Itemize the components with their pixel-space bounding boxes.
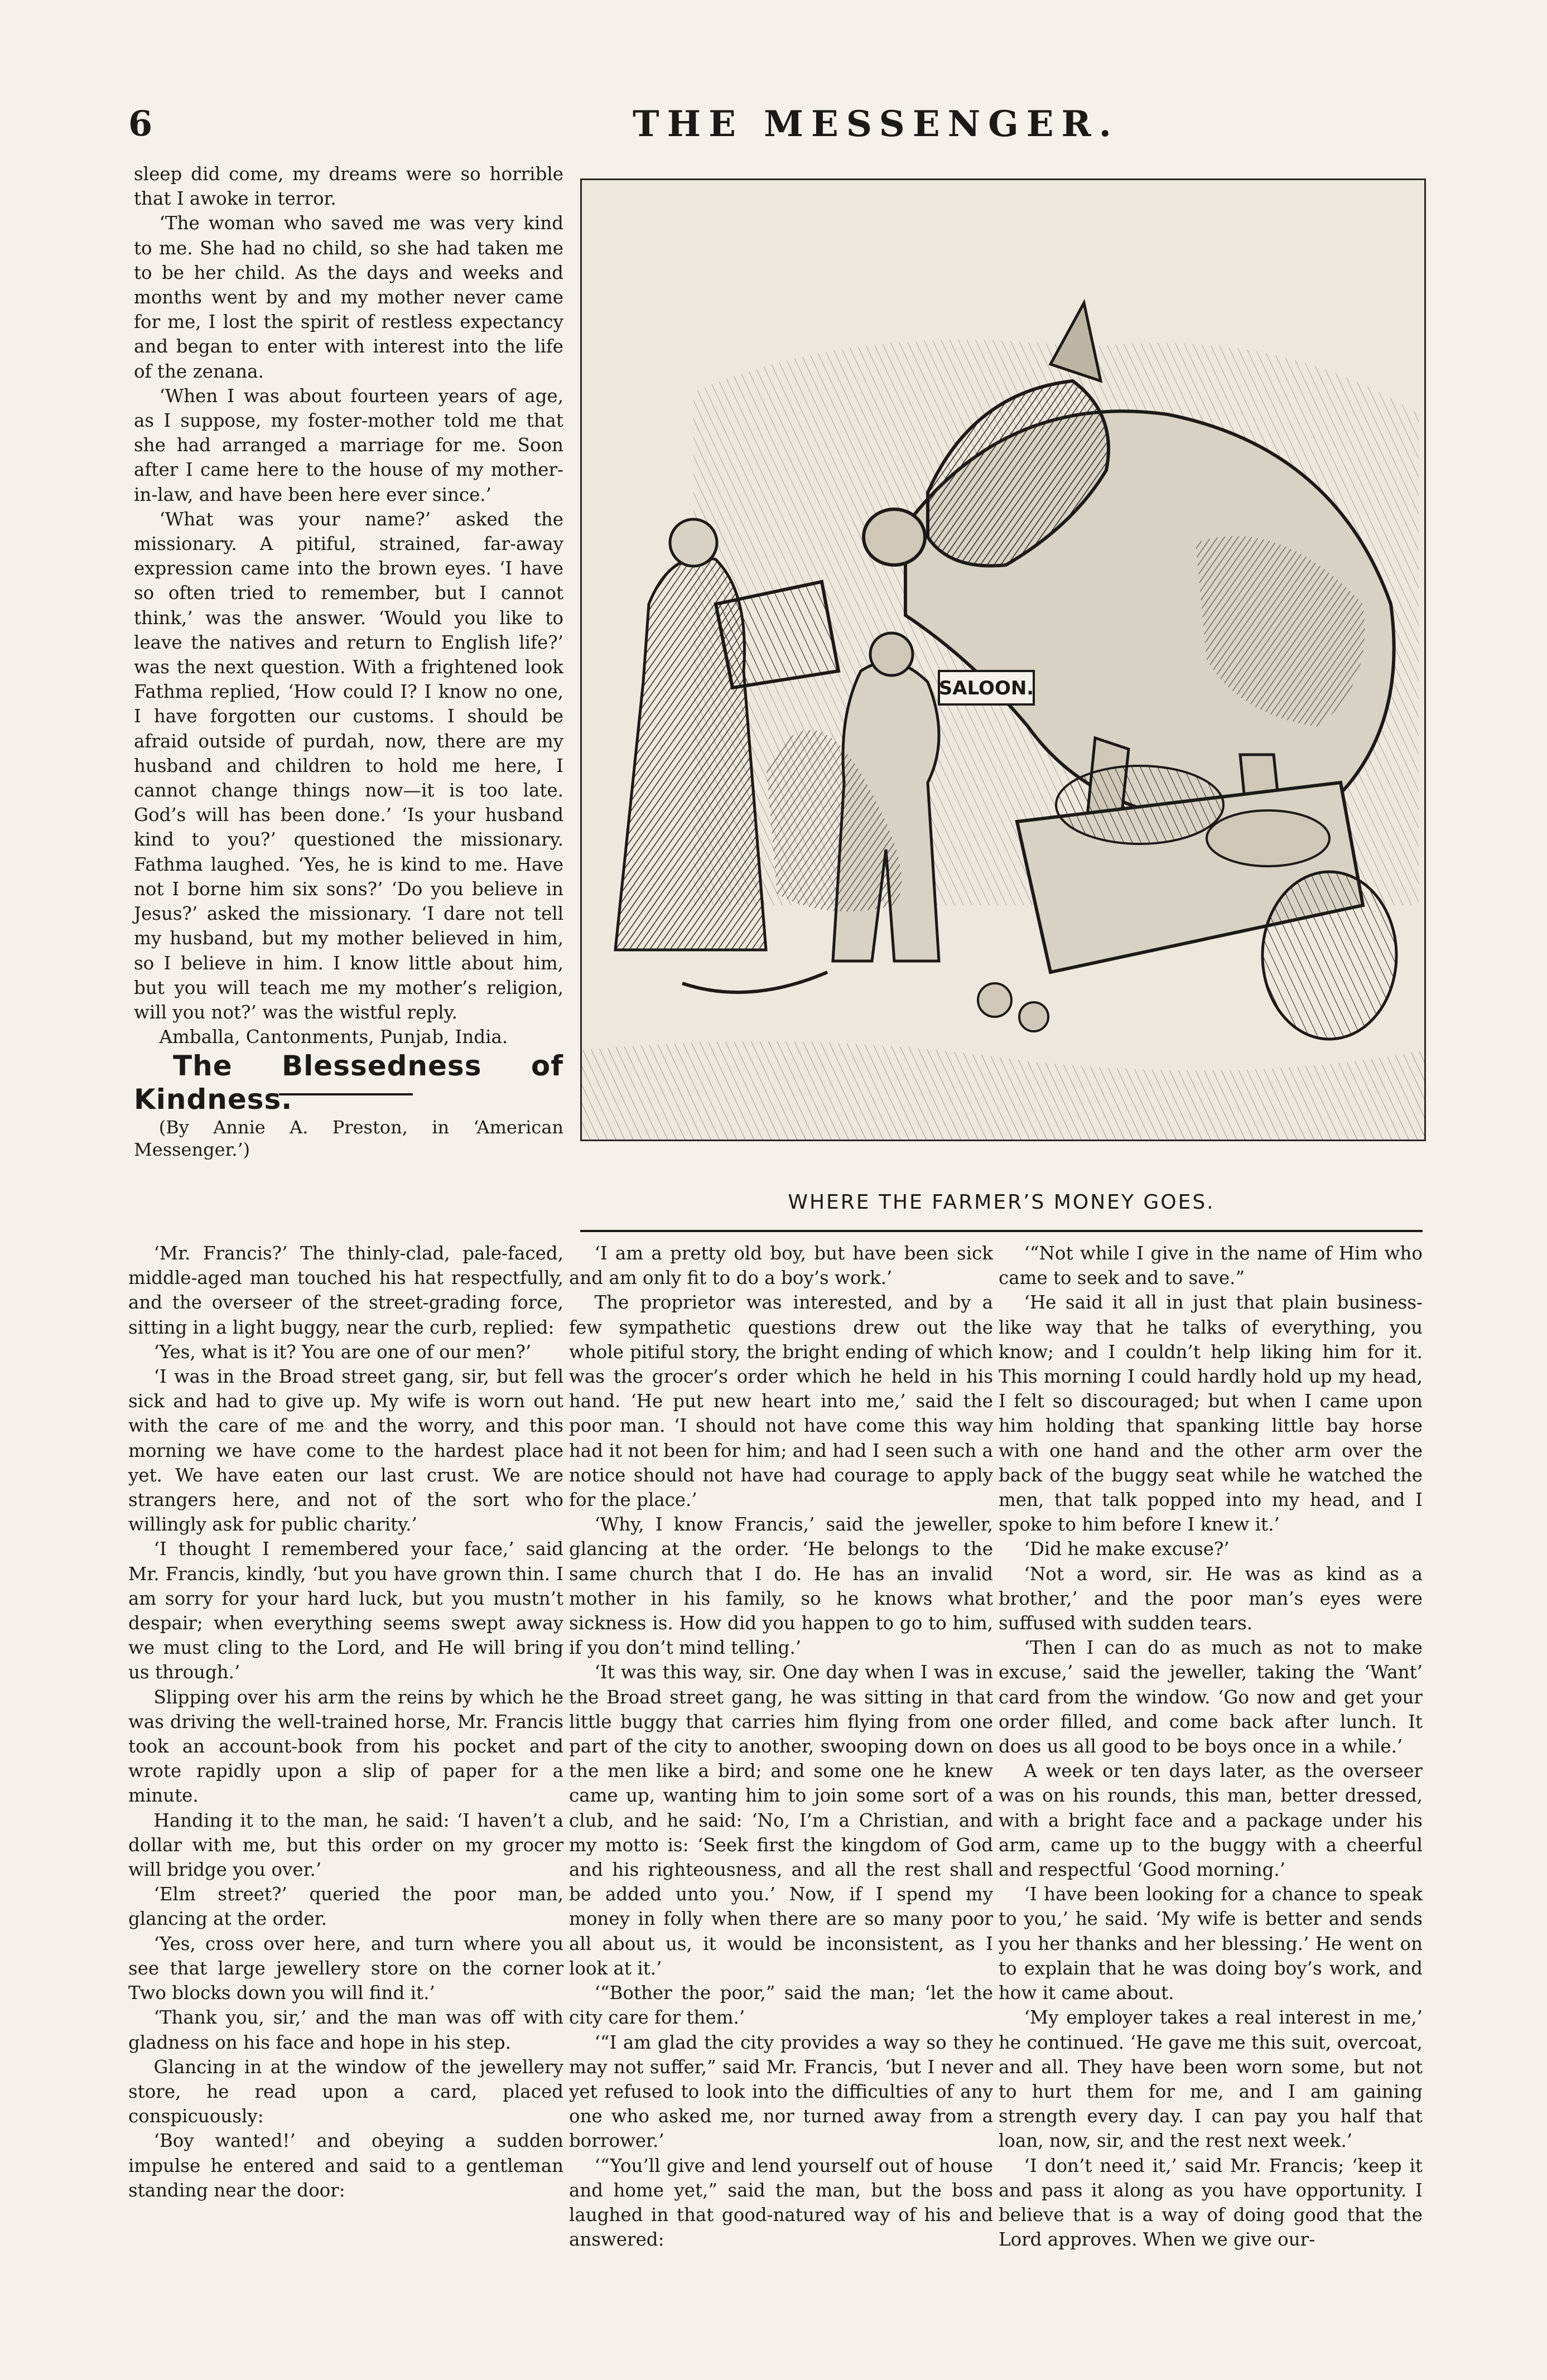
- paragraph: ‘Yes, cross over here, and turn where you see that large jewellery store on the corner Two blocks down you will find it.’: [128, 1933, 563, 2004]
- paragraph: ‘The woman who saved me was very kind to me. She had no child, so she had taken me to be her child. As the days and weeks and months went by and my mother never came for me, I lost the spirit of restless expectancy and began to enter with interest into the life of the zenana.: [134, 213, 563, 382]
- saloon-sign-text: SALOON.: [938, 677, 1034, 699]
- paragraph: ‘Mr. Francis?’ The thinly-clad, pale-faced, middle-aged man touched his hat respectfully, and the overseer of the street-grading force, sitting in a light buggy, near the curb, replied:: [128, 1243, 563, 1338]
- paragraph: The proprietor was interested, and by a few sympathetic questions drew out the whole pitiful story, the bright ending of which was the grocer’s order which he held in his hand. ‘He put new heart into me,’ said the poor man. ‘I should not have come this way had it not been for him; and had I seen such a notice should not have had courage to apply for the place.’: [569, 1292, 993, 1511]
- paragraph: ‘“You’ll give and lend yourself out of house and home yet,” said the man, but the boss laughed in that good-natured way of his and answered:: [569, 2155, 993, 2251]
- divider-rule: [279, 1093, 413, 1095]
- paragraph: ‘I was in the Broad street gang, sir, but fell sick and had to give up. My wife is worn out with the care of me and the worry, and this morning we have come to the hardest place yet. We have eaten our last crust. We are strangers here, and not of the sort who willingly ask for public charity.’: [128, 1366, 563, 1536]
- illustration-frame: [580, 178, 1426, 1141]
- paragraph: Slipping over his arm the reins by which he was driving the well-trained horse, Mr. Francis took an account-book from his pocket and wrote rapidly upon a slip of paper for a minute.: [128, 1686, 563, 1807]
- paragraph: sleep did come, my dreams were so horrible that I awoke in terror.: [134, 163, 563, 210]
- paragraph: A week or ten days later, as the overseer was on his rounds, this man, better dressed, with a bright face and a package under his arm, came up to the buggy with a cheerful and respectful ‘Good morning.’: [999, 1760, 1423, 1881]
- column-1-top: [134, 162, 563, 1161]
- paragraph: ‘“Not while I give in the name of Him who came to seek and to save.”: [999, 1243, 1423, 1289]
- paragraph: ‘“I am glad the city provides a way so they may not suffer,” said Mr. Francis, ‘but I never yet refused to look into the difficulties of any one who asked me, nor turned away from a borrower.’: [569, 2031, 993, 2152]
- column-2: [569, 1241, 993, 2252]
- paragraph: ‘Did he make excuse?’: [1024, 1538, 1230, 1560]
- paragraph: ‘He said it all in just that plain business-like way that he talks of everything, you know; and I couldn’t help liking him for it. This morning I could hardly hold up my head, I felt so discouraged; but when I came upon him holding that spanking little bay horse with one hand and the other arm over the back of the buggy seat while he watched the men, that talk popped into my head, and I spoke to him before I knew it.’: [999, 1292, 1423, 1536]
- column-3: [999, 1241, 1423, 2252]
- paragraph: ‘It was this way, sir. One day when I was in the Broad street gang, he was sitting in that little buggy that carries him flying from one part of the city to another, swooping down on the men like a bird; and some one he knew came up, wanting him to join some sort of a club, and he said: ‘No, I’m a Christian, and my motto is: ‘Seek first the kingdom of God and his righteousness, and all the rest shall be added unto you.’ Now, if I spend my money in folly when there are so many poor all about us, it would be inconsistent, as I look at it.’: [569, 1662, 993, 1979]
- page-header: [128, 103, 1428, 153]
- column-1-bottom: [128, 1241, 563, 2203]
- paragraph: ‘I don’t need it,’ said Mr. Francis; ‘keep it and pass it along as you have opportunity. I believe that is a way of doing good that the Lord approves. When we give our-: [999, 2155, 1423, 2251]
- paragraph: ‘“Bother the poor,” said the man; ‘let the city care for them.’: [569, 1982, 993, 2029]
- dateline: Amballa, Cantonments, Punjab, India.: [159, 1026, 508, 1048]
- paragraph: ‘When I was about fourteen years of age, as I suppose, my foster-mother told me that she had arranged a marriage for me. Soon after I came here to the house of my mother-in-law, and have been here ever since.’: [134, 385, 563, 505]
- page-number: 6: [128, 103, 153, 144]
- article-byline: (By Annie A. Preston, in ‘American Messenger.’): [134, 1117, 563, 1161]
- paragraph: ‘I have been looking for a chance to speak to you,’ he said. ‘My wife is better and sends you her thanks and her blessing.’ He went on to explain that he was doing boy’s work, and how it came about.: [999, 1884, 1423, 2004]
- masthead: THE MESSENGER.: [633, 103, 1119, 145]
- paragraph: ‘I thought I remembered your face,’ said Mr. Francis, kindly, ‘but you have grown thin. I am sorry for your hard luck, but you mustn’t despair; when everything seems swept away we must cling to the Lord, and He will bring us through.’: [128, 1538, 563, 1683]
- illustration-caption: WHERE THE FARMER’S MONEY GOES.: [788, 1191, 1215, 1214]
- paragraph: ‘Then I can do as much as not to make excuse,’ said the jeweller, taking the ‘Want’ card from the window. ‘Go now and get your order filled, and come back after lunch. It does us all good to be boys once in a while.’: [999, 1637, 1423, 1758]
- paragraph: Glancing in at the window of the jewellery store, he read upon a card, placed conspicuously:: [128, 2056, 563, 2127]
- paragraph: ‘Why, I know Francis,’ said the jeweller, glancing at the order. ‘He belongs to the same church that I do. He has an invalid mother in his family, so he knows what sickness is. How did you happen to go to him, if you don’t mind telling.’: [569, 1514, 993, 1659]
- paragraph: ‘What was your name?’ asked the missionary. A pitiful, strained, far-away expression came into the brown eyes. ‘I have so often tried to remember, but I cannot think,’ was the answer. ‘Would you like to leave the natives and return to English life?’ was the next question. With a frightened look Fathma replied, ‘How could I? I know no one, I have forgotten our customs. I should be afraid outside of purdah, now, there are my husband and children to hold me here, I cannot change things now—it is too late. God’s will has been done.’ ‘Is your husband kind to you?’ questioned the missionary. Fathma laughed. ‘Yes, he is kind to me. Have not I borne him six sons?’ ‘Do you believe in Jesus?’ asked the missionary. ‘I dare not tell my husband, but my mother believed in him, so I believe in him. I know little about him, but you will teach me my mother’s religion, will you not?’ was the wistful reply.: [134, 508, 563, 1023]
- paragraph: ‘Not a word, sir. He was as kind as a brother,’ and the poor man’s eyes were suffused with sudden tears.: [999, 1563, 1423, 1634]
- paragraph: ‘Elm street?’ queried the poor man, glancing at the order.: [128, 1884, 563, 1930]
- paragraph: ‘My employer takes a real interest in me,’ he continued. ‘He gave me this suit, overcoat, and all. They have been worn some, but not to hurt them for me, and I am gaining strength every day. I can pay you half that loan, now, sir, and the rest next week.’: [999, 2007, 1423, 2152]
- paragraph: ‘Boy wanted!’ and obeying a sudden impulse he entered and said to a gentleman standing near the door:: [128, 2130, 563, 2201]
- saloon-hog-illustration: [582, 180, 1424, 1140]
- article-title: The Blessedness of Kindness.: [134, 1050, 563, 1116]
- divider-rule: [580, 1230, 1423, 1232]
- paragraph: ‘Yes, what is it? You are one of our men?’: [153, 1341, 532, 1363]
- paragraph: ‘Thank you, sir,’ and the man was off with gladness on his face and hope in his step.: [128, 2007, 563, 2053]
- paragraph: ‘I am a pretty old boy, but have been sick and am only fit to do a boy’s work.’: [569, 1243, 993, 1289]
- paragraph: Handing it to the man, he said: ‘I haven’t a dollar with me, but this order on my grocer will bridge you over.’: [128, 1809, 563, 1881]
